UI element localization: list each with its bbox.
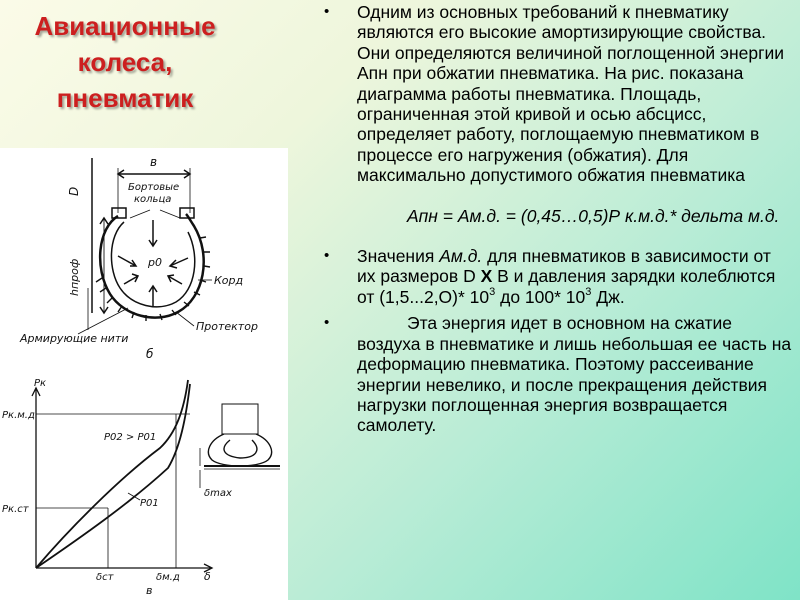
bullet-icon: •: [324, 314, 330, 332]
label-pkmd: Pк.м.д: [2, 410, 35, 421]
paragraph-1: Одним из основных требований к пневматику являются его высокие амортизирующие свойства. Они определяются величиной поглощенной энергии Апн при обжатии пневматика. На рис. показана диаграмма работы пневматика. Площадь, ограниченная этой кривой и осью абсцисс, определяет работу, поглощаемую пневматиком в процессе его нагружения (обжатия). Для максимально допустимого обжатия пневматика: [357, 2, 785, 186]
slide-title: Авиационные колеса, пневматик: [34, 11, 216, 113]
label-d: D: [67, 186, 81, 196]
list-item: [322, 2, 792, 226]
bullet-icon: •: [324, 247, 330, 265]
compressed-tire-sketch: [200, 404, 280, 488]
caption-b: б: [146, 347, 154, 361]
bullet-icon: •: [324, 3, 330, 20]
label-kord: Корд: [214, 274, 244, 287]
label-pk: Pк: [34, 378, 47, 389]
list-item: [322, 313, 792, 435]
content-list: [322, 2, 792, 436]
label-delta-md: δм.д: [156, 572, 180, 583]
tire-diagram-figure: [0, 148, 288, 600]
label-delta-max: δmax: [204, 488, 232, 499]
label-width-b: в: [150, 155, 158, 169]
paragraph-3: Эта энергия идет в основном на сжатие воздуха в пневматике и лишь небольшая ее часть на деформацию пневматика. Поэтому рассеивание энергии невелико, и после прекращения действия нагрузки поглощенная энергия возвращается самолету.: [357, 313, 792, 436]
label-hprof: hпроф: [68, 258, 81, 296]
label-arm: Армирующие нити: [20, 332, 129, 345]
label-p01: P01: [140, 498, 159, 509]
label-p02-p01: P02 > P01: [104, 432, 157, 443]
label-pkct: Pк.ст: [2, 504, 29, 515]
load-deflection-chart: [32, 380, 212, 572]
label-protector: Протектор: [196, 320, 258, 333]
label-delta-ct: δст: [96, 572, 114, 583]
label-bort: Бортовые кольца: [128, 182, 180, 205]
label-delta: δ: [204, 570, 211, 583]
caption-v: в: [146, 584, 153, 597]
formula: Апн = Ам.д. = (0,45…0,5)Р к.м.д.* дельта м.д.: [407, 205, 780, 226]
label-p0: p0: [148, 256, 162, 269]
paragraph-2: Значения Ам.д. для пневматиков в зависимости от их размеров D X В и давления зарядки колеблются от (1,5...2,O)* $10^3$ до 100* $10^3$ Дж.: [357, 246, 776, 307]
tire-diagram-svg: [0, 148, 288, 600]
list-item: [322, 246, 792, 307]
